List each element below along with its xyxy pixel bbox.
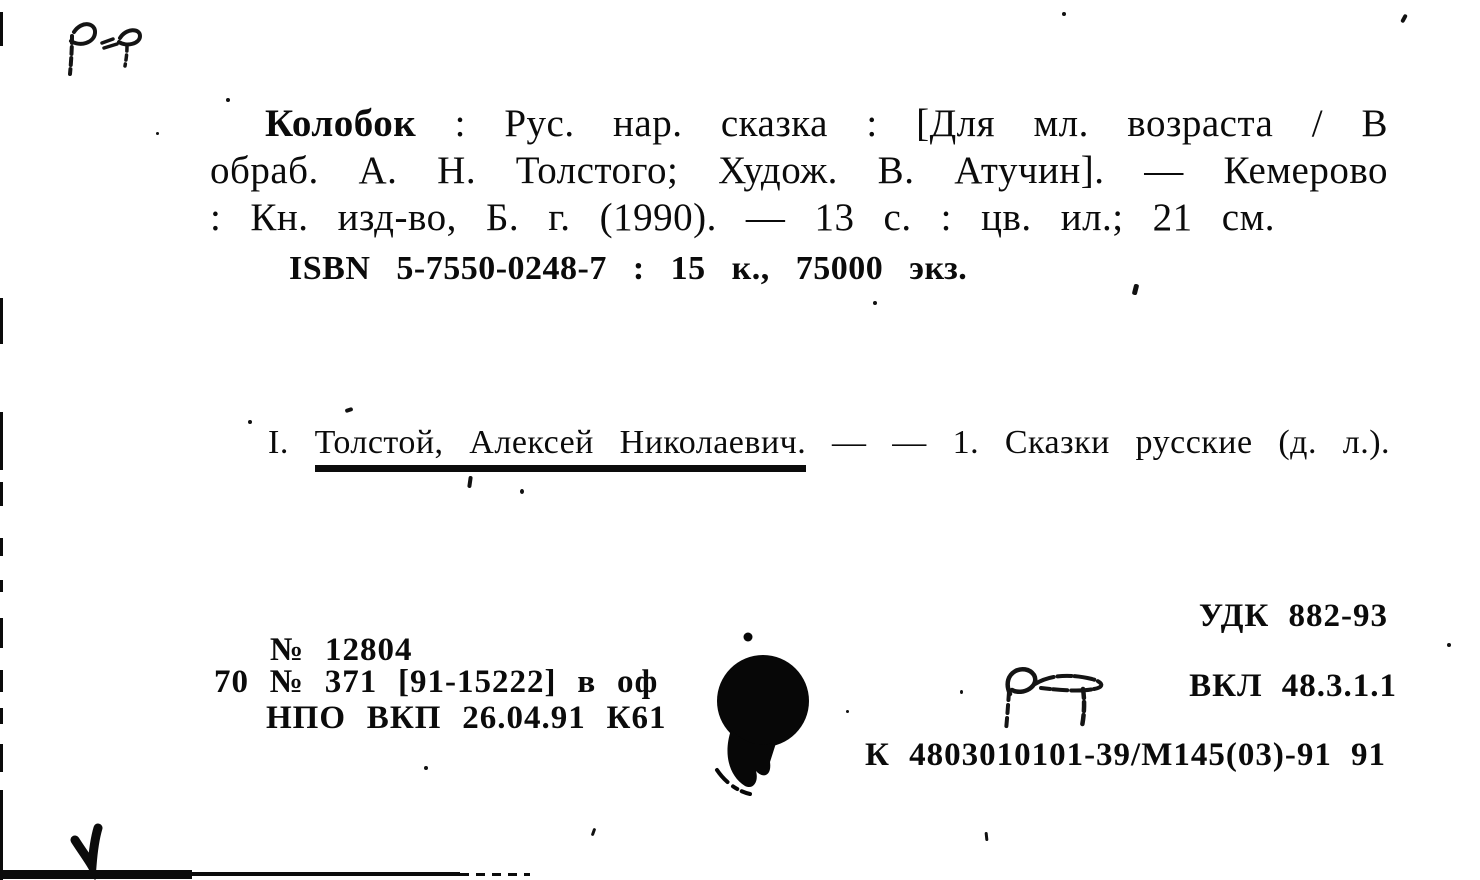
noise-speck [591,828,597,837]
noise-speck [1132,284,1140,296]
order-number-line: 70 № 371 [91-15222] в оф [214,664,659,700]
noise-speck [520,489,524,494]
scan-edge-artifact [0,790,3,880]
handwritten-initials-icon [58,16,168,88]
noise-speck [156,132,159,135]
scan-edge-artifact [0,618,3,648]
description-line-3: : Кн. изд-во, Б. г. (1990). — 13 с. : цв. ил.; 21 см. [210,196,1275,239]
scan-edge-artifact [192,872,460,876]
scan-edge-artifact [0,12,3,46]
noise-speck [1062,12,1066,16]
scan-edge-artifact [0,744,3,772]
ink-blot [703,628,828,800]
noise-speck [248,420,252,424]
isbn-line: ISBN 5-7550-0248-7 : 15 к., 75000 экз. [289,250,968,287]
book-title: Колобок [265,102,417,145]
author-heading: Толстой, Алексей Николаевич. [315,424,807,472]
bibliographic-description [210,100,1388,241]
noise-speck [424,766,428,770]
tracing-line [268,424,1390,462]
scan-edge-artifact [0,670,3,692]
k-publication-index: К 4803010101-39/М145(03)-91 91 [864,737,1386,773]
scan-edge-artifact [0,482,3,506]
udc-index: УДК 882-93 [1198,598,1388,634]
handwritten-initials-icon [983,660,1118,742]
tracing-prefix: I. [268,424,289,461]
scan-edge-artifact [0,870,192,879]
scan-edge-artifact [0,538,3,556]
noise-speck [467,476,473,488]
subject-heading: 1. Сказки русские (д. л.). [952,424,1391,461]
scan-edge-artifact [0,412,3,470]
scan-edge-artifact [460,873,530,876]
noise-speck [345,407,354,413]
description-line-2: обраб. А. Н. Толстого; Худож. В. Атучин]. — Кемерово [210,149,1388,192]
scan-edge-artifact [0,298,3,344]
description-line-1-rest: : Рус. нар. сказка : [Для мл. возраста / В [454,102,1388,145]
processing-stamp-line: НПО ВКП 26.04.91 К61 [266,700,667,736]
description-line-1 [210,100,1388,147]
noise-speck [960,690,963,694]
noise-speck [873,301,877,305]
scan-edge-artifact [0,580,3,592]
tracing-dashes: — — [832,424,927,461]
noise-speck [985,832,989,841]
noise-speck [226,98,230,102]
noise-speck [1447,643,1451,647]
noise-speck [1400,14,1408,24]
accession-number: № 12804 [270,632,413,668]
vkl-index: ВКЛ 48.3.1.1 [1189,668,1397,704]
noise-speck [846,710,849,713]
scan-edge-artifact [0,708,3,724]
